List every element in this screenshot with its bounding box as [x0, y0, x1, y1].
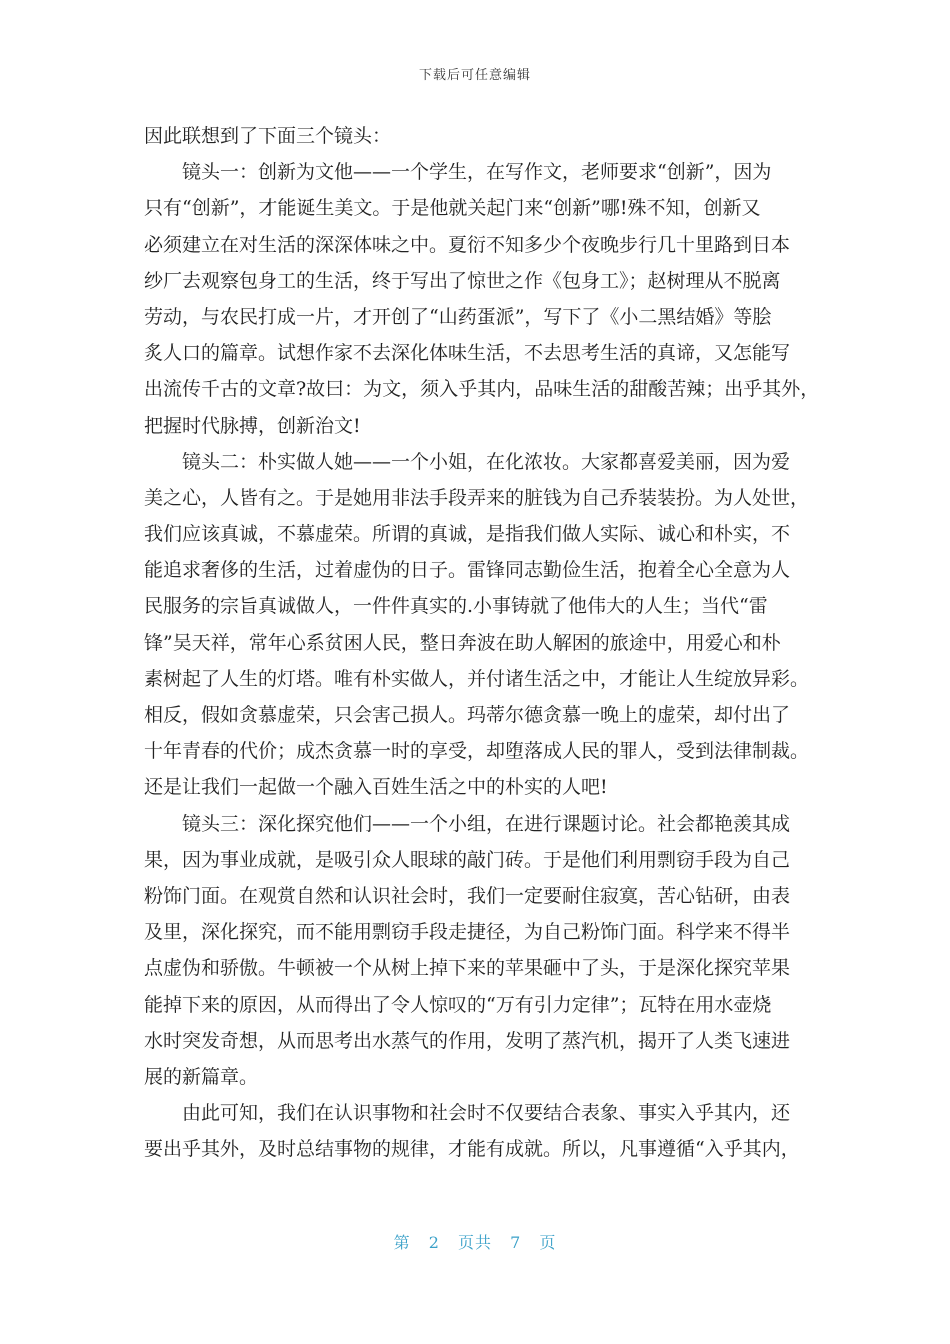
header-note: 下载后可任意编辑 [418, 68, 531, 83]
text-line: 民服务的宗旨真诚做人，一件件真实的.小事铸就了他伟大的人生；当代“雷 [144, 595, 768, 618]
text-line: 展的新篇章。 [144, 1065, 259, 1088]
text-line: 必须建立在对生活的深深体味之中。夏衍不知多少个夜晚步行几十里路到日本 [144, 233, 791, 256]
text-line: 粉饰门面。在观赏自然和认识社会时，我们一定要耐住寂寞，苦心钻研，由表 [144, 884, 791, 907]
text-line: 出流传千古的文章?故曰：为文，须入乎其内，品味生活的甜酸苦辣；出乎其外， [144, 378, 820, 401]
text-line: 只有“创新”，才能诞生美文。于是他就关起门来“创新”哪!殊不知，创新又 [144, 197, 761, 220]
text-line: 果，因为事业成就，是吸引众人眼球的敲门砖。于是他们利用剽窃手段为自己 [144, 848, 791, 871]
page-footer [0, 1230, 950, 1253]
body-text [144, 118, 820, 1167]
text-line: 由此可知，我们在认识事物和社会时不仅要结合表象、事实入乎其内，还 [182, 1102, 791, 1125]
text-line: 素树起了人生的灯塔。唯有朴实做人，并付诸生活之中，才能让人生绽放异彩。 [144, 667, 810, 690]
text-line: 锋”吴天祥，常年心系贫困人民，整日奔波在助人解困的旅途中，用爱心和朴 [144, 631, 781, 654]
text-line: 我们应该真诚，不慕虚荣。所谓的真诚，是指我们做人实际、诚心和朴实，不 [144, 523, 791, 546]
text-line: 相反，假如贪慕虚荣，只会害己损人。玛蒂尔德贪慕一晚上的虚荣，却付出了 [144, 704, 791, 726]
text-line: 劳动，与农民打成一片，才开创了“山药蛋派”，写下了《小二黑结婚》等脍 [144, 305, 772, 328]
footer-page-number: 2 [428, 1233, 440, 1252]
footer-suffix: 页 [539, 1233, 557, 1252]
text-line: 美之心，人皆有之。于是她用非法手段弄来的脏钱为自己乔装装扮。为人处世， [144, 486, 810, 509]
text-line: 十年青春的代价；成杰贪慕一时的享受，却堕落成人民的罪人，受到法律制裁。 [144, 740, 810, 763]
text-line: 纱厂去观察包身工的生活，终于写出了惊世之作《包身工》；赵树理从不脱离 [144, 269, 781, 292]
text-line: 还是让我们一起做一个融入百姓生活之中的朴实的人吧! [144, 776, 608, 799]
text-line: 要出乎其外，及时总结事物的规律，才能有成就。所以，凡事遵循“入乎其内， [144, 1138, 800, 1161]
text-line: 能掉下来的原因，从而得出了令人惊叹的“万有引力定律”；瓦特在用水壶烧 [144, 993, 772, 1016]
text-line: 镜头一：创新为文他——一个学生，在写作文，老师要求“创新”，因为 [182, 161, 772, 184]
footer-total-pages: 7 [510, 1233, 522, 1252]
text-line: 炙人口的篇章。试想作家不去深化体味生活，不去思考生活的真谛，又怎能写 [144, 342, 791, 365]
text-line: 镜头二：朴实做人她——一个小姐，在化浓妆。大家都喜爱美丽，因为爱 [182, 450, 791, 473]
text-line: 水时突发奇想，从而思考出水蒸气的作用，发明了蒸汽机，揭开了人类飞速进 [144, 1029, 791, 1052]
footer-middle: 页共 [457, 1233, 492, 1252]
text-line: 及里，深化探究，而不能用剽窃手段走捷径，为自己粉饰门面。科学来不得半 [144, 921, 791, 944]
text-line: 镜头三：深化探究他们——一个小组，在进行课题讨论。社会都艳羡其成 [182, 812, 791, 835]
footer-prefix: 第 [393, 1233, 411, 1252]
text-line: 点虚伪和骄傲。牛顿被一个从树上掉下来的苹果砸中了头，于是深化探究苹果 [144, 957, 791, 980]
text-line: 能追求奢侈的生活，过着虚伪的日子。雷锋同志勤俭生活，抱着全心全意为人 [144, 559, 791, 582]
text-line: 因此联想到了下面三个镜头： [144, 125, 392, 147]
text-line: 把握时代脉搏，创新治文! [144, 414, 361, 437]
